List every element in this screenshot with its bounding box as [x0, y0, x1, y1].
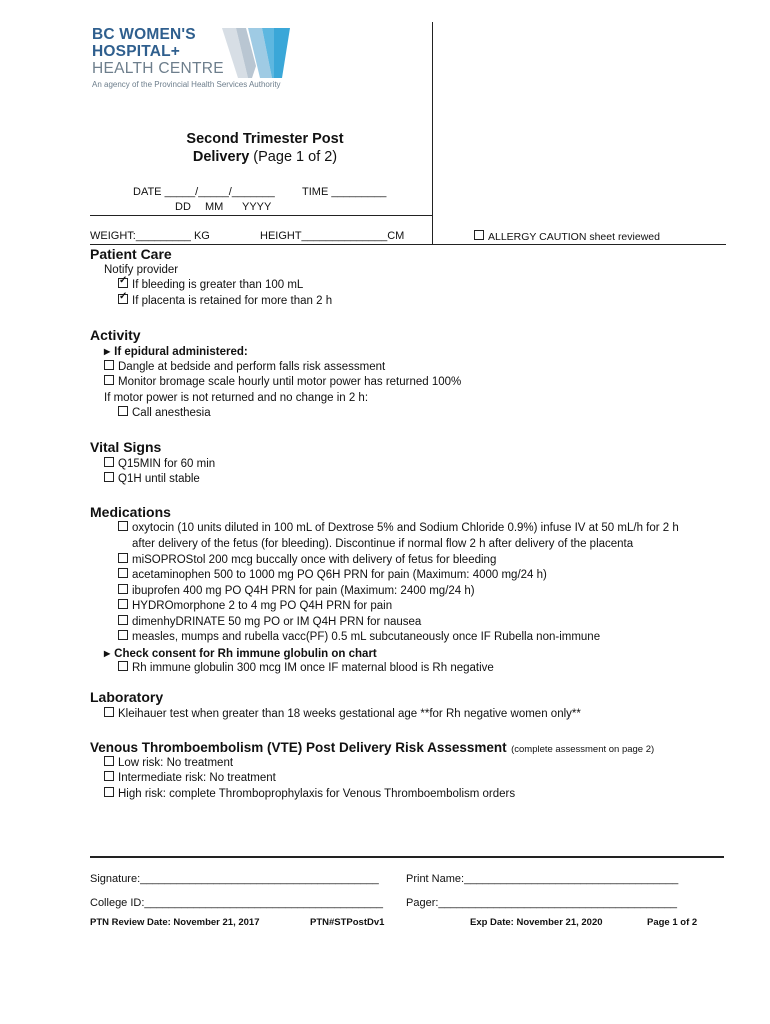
logo-line-2: HOSPITAL+: [92, 43, 181, 60]
allergy-checkbox-row: [474, 230, 660, 243]
college-id-field[interactable]: College ID:_______________________________________: [90, 897, 384, 909]
patient-care-heading: Patient Care: [90, 246, 172, 262]
item-label: Dangle at bedside and perform falls risk assessment: [118, 361, 386, 373]
pager-field[interactable]: Pager:_______________________________________: [406, 897, 677, 909]
list-item: [104, 457, 215, 473]
oxytocin-checkbox[interactable]: [118, 521, 128, 531]
item-label: Intermediate risk: No treatment: [118, 772, 276, 784]
item-label: Check consent for Rh immune globulin on chart: [114, 648, 377, 660]
acetaminophen-checkbox[interactable]: [118, 568, 128, 578]
vte-heading-row: [90, 739, 654, 757]
list-item: [118, 294, 332, 310]
motor-note: If motor power is not returned and no change in 2 h:: [104, 392, 369, 404]
weight-field[interactable]: WEIGHT:_________ KG: [90, 230, 210, 242]
list-item: [104, 756, 233, 772]
date-dd-label: DD: [175, 201, 191, 213]
exp-date: Exp Date: November 21, 2020: [470, 917, 603, 928]
item-label: miSOPROStol 200 mcg buccally once with delivery of fetus for bleeding: [132, 554, 497, 566]
item-label: acetaminophen 500 to 1000 mg PO Q6H PRN for pain (Maximum: 4000 mg/24 h): [132, 569, 547, 581]
list-item: [118, 521, 679, 537]
print-name-field[interactable]: Print Name:___________________________________: [406, 873, 679, 885]
list-item: [104, 787, 515, 803]
triangle-icon: ▶: [104, 347, 111, 356]
hydromorphone-checkbox[interactable]: [118, 599, 128, 609]
notify-provider: Notify provider: [104, 264, 179, 276]
page-title: [150, 130, 380, 166]
list-item: [104, 360, 385, 376]
dangle-checkbox[interactable]: [104, 360, 114, 370]
q15min-checkbox[interactable]: [104, 457, 114, 467]
date-field[interactable]: DATE _____/_____/_______: [133, 186, 275, 198]
list-item: [118, 630, 600, 646]
title-page-note: (Page 1 of 2): [249, 149, 338, 165]
date-mm-label: MM: [205, 201, 224, 213]
oxytocin-line-2: after delivery of the fetus (for bleeding). Discontinue if normal flow 2 h after delivery of the placenta: [132, 538, 634, 550]
list-item: [104, 707, 581, 723]
time-field[interactable]: TIME _________: [302, 186, 387, 198]
list-item: [118, 615, 421, 631]
bromage-checkbox[interactable]: [104, 375, 114, 385]
item-label: Rh immune globulin 300 mcg IM once IF maternal blood is Rh negative: [132, 662, 494, 674]
list-item: [104, 771, 276, 787]
signature-divider: [90, 856, 724, 858]
logo-line-1: BC WOMEN'S: [92, 26, 196, 43]
allergy-checkbox[interactable]: [474, 230, 484, 240]
item-label: dimenhyDRINATE 50 mg PO or IM Q4H PRN for nausea: [132, 616, 422, 628]
item-label: If placenta is retained for more than 2 h: [132, 295, 333, 307]
header-divider: [432, 22, 433, 244]
mmr-checkbox[interactable]: [118, 630, 128, 640]
item-label: Monitor bromage scale hourly until motor power has returned 100%: [118, 376, 462, 388]
medications-heading: Medications: [90, 504, 171, 520]
bleeding-checkbox[interactable]: [118, 278, 128, 288]
placenta-checkbox[interactable]: [118, 294, 128, 304]
item-label: If epidural administered:: [114, 346, 248, 358]
epidural-label: [104, 344, 248, 361]
laboratory-heading: Laboratory: [90, 689, 164, 705]
logo-line-3: HEALTH CENTRE: [92, 60, 224, 77]
high-risk-checkbox[interactable]: [104, 787, 114, 797]
ptn-code: PTN#STPostDv1: [310, 917, 385, 928]
review-date: PTN Review Date: November 21, 2017: [90, 917, 260, 928]
page-number: Page 1 of 2: [647, 917, 698, 928]
list-item: [104, 375, 461, 391]
rh-globulin-checkbox[interactable]: [118, 661, 128, 671]
list-item: [118, 599, 392, 615]
list-item: [118, 406, 211, 422]
item-label: Kleihauer test when greater than 18 weeks gestational age **for Rh negative women only**: [118, 708, 581, 720]
header-bottom-line: [90, 244, 726, 245]
logo-agency: An agency of the Provincial Health Services Authority: [92, 80, 281, 89]
misoprostol-checkbox[interactable]: [118, 553, 128, 563]
height-field[interactable]: HEIGHT______________CM: [260, 230, 405, 242]
low-risk-checkbox[interactable]: [104, 756, 114, 766]
item-label: measles, mumps and rubella vacc(PF) 0.5 mL subcutaneously once IF Rubella non-immune: [132, 631, 601, 643]
title-line-2: Delivery: [192, 149, 250, 165]
intermediate-risk-checkbox[interactable]: [104, 771, 114, 781]
activity-heading: Activity: [90, 327, 141, 343]
ibuprofen-checkbox[interactable]: [118, 584, 128, 594]
vte-heading: Venous Thromboembolism (VTE) Post Delivery Risk Assessment: [90, 740, 507, 755]
dimenhydrinate-checkbox[interactable]: [118, 615, 128, 625]
item-label: Q1H until stable: [118, 473, 200, 485]
vital-signs-heading: Vital Signs: [90, 439, 162, 455]
date-divider: [90, 215, 432, 216]
date-yyyy-label: YYYY: [242, 201, 272, 213]
q1h-checkbox[interactable]: [104, 472, 114, 482]
item-label: If bleeding is greater than 100 mL: [132, 279, 304, 291]
item-label: Call anesthesia: [132, 407, 211, 419]
allergy-label: ALLERGY CAUTION sheet reviewed: [488, 231, 660, 243]
triangle-icon: ▶: [104, 649, 111, 658]
list-item: [118, 278, 303, 294]
item-label: oxytocin (10 units diluted in 100 mL of Dextrose 5% and Sodium Chloride 0.9%) infuse IV at 50 mL/h for 2 h: [132, 522, 679, 534]
title-line-1: Second Trimester Post: [186, 131, 344, 147]
list-item: [118, 584, 475, 600]
list-item: [118, 568, 547, 584]
vte-note: (complete assessment on page 2): [511, 744, 655, 755]
kleihauer-checkbox[interactable]: [104, 707, 114, 717]
item-label: ibuprofen 400 mg PO Q4H PRN for pain (Maximum: 2400 mg/24 h): [132, 585, 475, 597]
item-label: HYDROmorphone 2 to 4 mg PO Q4H PRN for pain: [132, 600, 393, 612]
signature-field[interactable]: Signature:_______________________________________: [90, 873, 379, 885]
list-item: [118, 553, 496, 569]
item-label: Low risk: No treatment: [118, 757, 234, 769]
item-label: High risk: complete Thromboprophylaxis for Venous Thromboembolism orders: [118, 788, 516, 800]
logo-w-mark-icon: [222, 26, 292, 80]
item-label: Q15MIN for 60 min: [118, 458, 216, 470]
list-item: [118, 661, 494, 677]
list-item: [104, 472, 200, 488]
call-anesthesia-checkbox[interactable]: [118, 406, 128, 416]
